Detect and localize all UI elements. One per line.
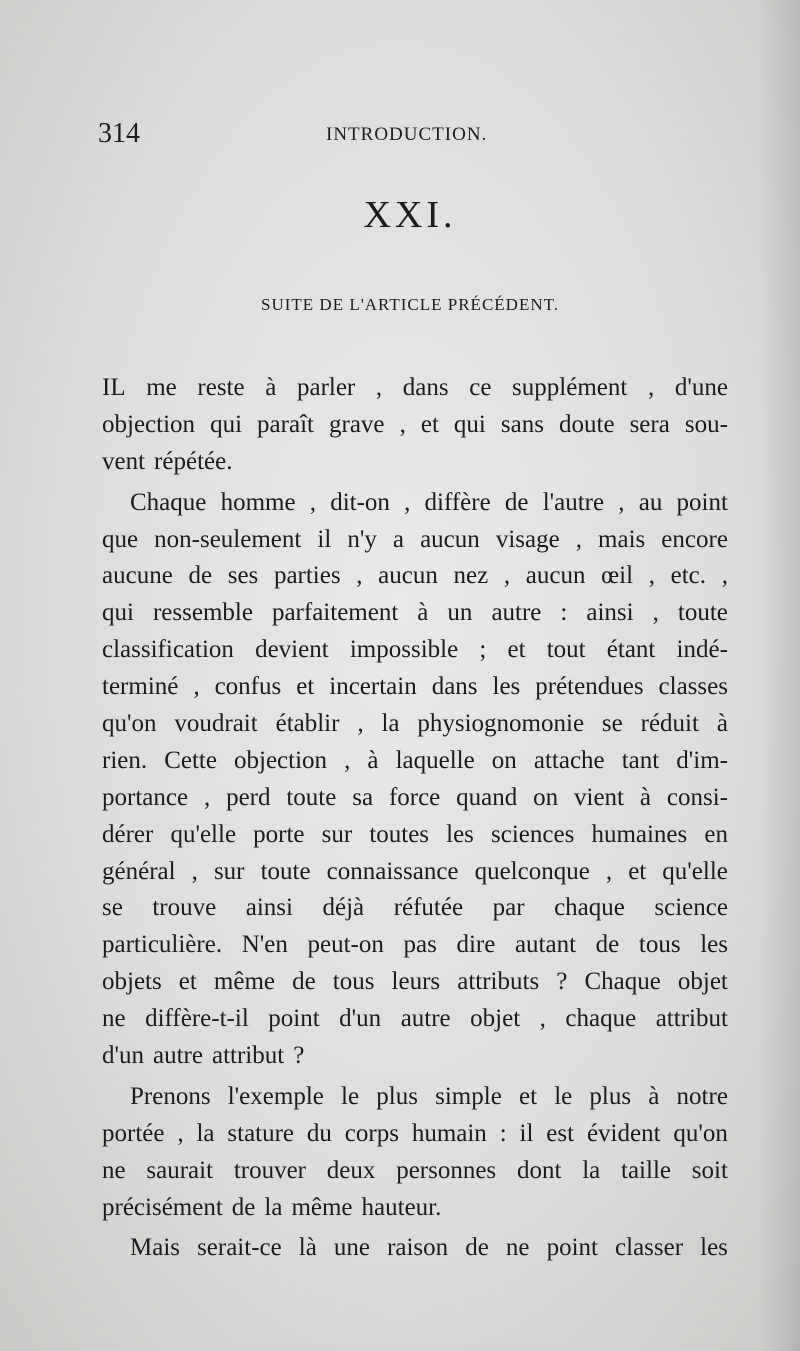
text-line: ne saurait trouver deux personnes dont la taille soit [102,1156,728,1184]
page-header [98,118,730,152]
body-text [102,370,728,1267]
text-line: général , sur toute connaissance quelconque , et qu'elle [102,857,728,885]
text-line: que non-seulement il n'y a aucun visage , mais encore [102,525,728,553]
text-line: portée , la stature du corps humain : il est évident qu'on [102,1119,728,1147]
text-line: classification devient impossible ; et tout étant indé- [102,636,728,664]
text-line: Chaque homme , dit-on , diffère de l'autre , au point [130,488,728,516]
text-line: précisément de la même hauteur. [102,1193,442,1221]
text-line: d'un autre attribut ? [102,1042,305,1070]
text-line: rien. Cette objection , à laquelle on attache tant d'im- [102,746,728,774]
text-line: ne diffère-t-il point d'un autre objet , chaque attribut [102,1005,728,1033]
text-line: qu'on voudrait établir , la physiognomonie se réduit à [102,710,728,738]
text-line: terminé , confus et incertain dans les prétendues classes [102,673,728,701]
text-line: particulière. N'en peut-on pas dire autant de tous les [102,931,728,959]
text-line: aucune de ses parties , aucun nez , aucun œil , etc. , [102,562,728,590]
text-line: vent répétée. [102,447,233,475]
text-line: se trouve ainsi déjà réfutée par chaque science [102,894,728,922]
chapter-subtitle: SUITE DE L'ARTICLE PRÉCÉDENT. [261,295,559,314]
text-line: Mais serait-ce là une raison de ne point classer les [130,1234,728,1262]
text-line: Prenons l'exemple le plus simple et le plus à notre [130,1082,728,1110]
text-line: dérer qu'elle porte sur toutes les sciences humaines en [102,820,728,848]
chapter-number: XXI. [363,194,457,236]
text-line: objets et même de tous leurs attributs ? Chaque objet [102,968,728,996]
page-number: 314 [98,118,140,149]
text-line: qui ressemble parfaitement à un autre : ainsi , toute [102,599,728,627]
running-head: INTRODUCTION. [326,124,488,145]
text-line: portance , perd toute sa force quand on vient à consi- [102,783,728,811]
text-line: objection qui paraît grave , et qui sans doute sera sou- [102,410,728,438]
text-line: IL me reste à parler , dans ce supplément , d'une [102,374,728,401]
